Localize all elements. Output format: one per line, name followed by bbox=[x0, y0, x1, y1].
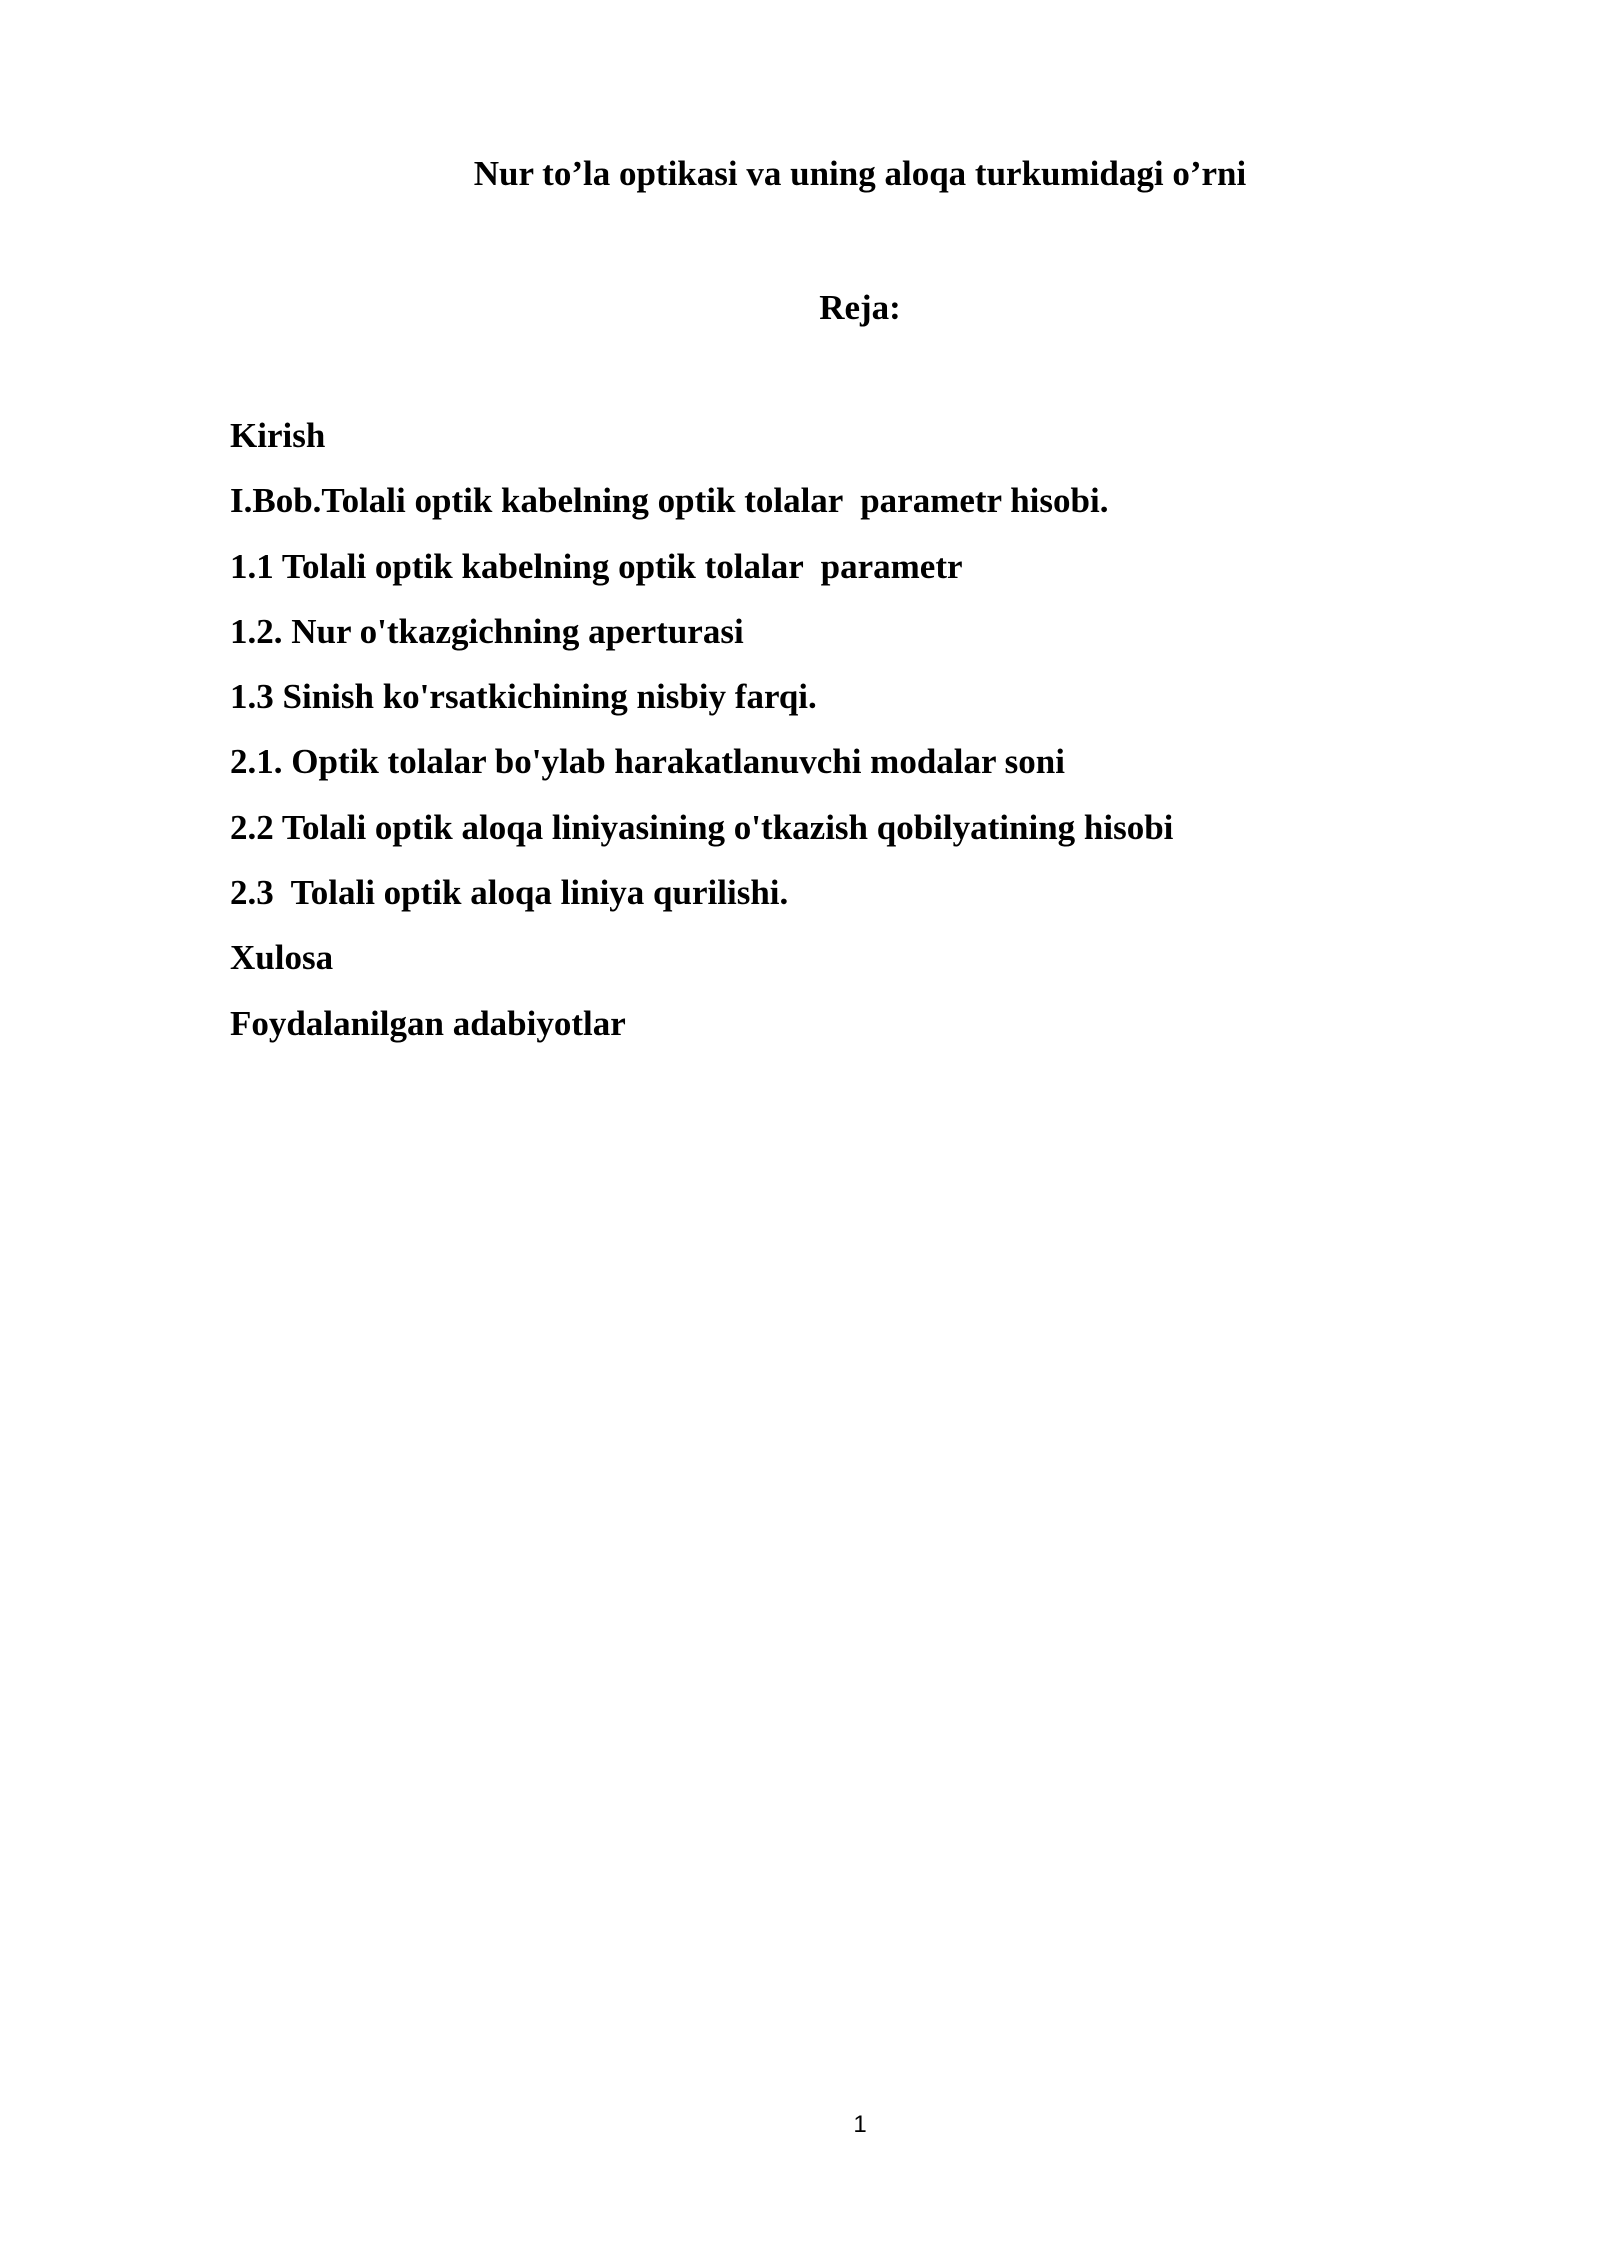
table-of-contents bbox=[230, 414, 1173, 1067]
document-title: Nur to’la optikasi va uning aloqa turkumidagi o’rni bbox=[473, 154, 1247, 193]
toc-item-chapter-1: I.Bob.Tolali optik kabelning optik tolalar parametr hisobi. bbox=[230, 481, 1109, 521]
toc-item-1-2: 1.2. Nur o'tkazgichning aperturasi bbox=[230, 611, 744, 651]
toc-item-1-3: 1.3 Sinish ko'rsatkichining nisbiy farqi. bbox=[230, 677, 817, 717]
toc-item-2-3: 2.3 Tolali optik aloqa liniya qurilishi. bbox=[230, 873, 789, 913]
toc-item-references: Foydalanilgan adabiyotlar bbox=[230, 1003, 626, 1043]
page-number: 1 bbox=[853, 2111, 867, 2138]
plan-heading: Reja: bbox=[819, 288, 901, 327]
toc-item-1-1: 1.1 Tolali optik kabelning optik tolalar parametr bbox=[230, 546, 963, 586]
toc-item-2-2: 2.2 Tolali optik aloqa liniyasining o'tkazish qobilyatining hisobi bbox=[230, 807, 1174, 847]
toc-item-2-1: 2.1. Optik tolalar bo'ylab harakatlanuvchi modalar soni bbox=[230, 742, 1065, 782]
toc-item-conclusion: Xulosa bbox=[230, 938, 334, 978]
toc-item-introduction: Kirish bbox=[230, 416, 326, 455]
